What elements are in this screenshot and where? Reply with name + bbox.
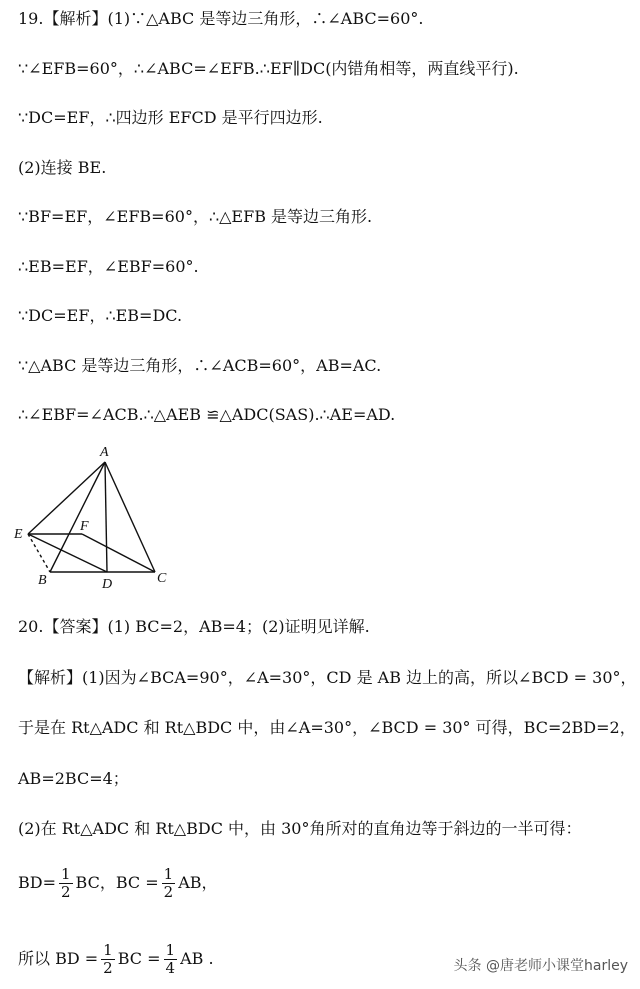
segment-ac — [105, 462, 155, 572]
formula-1: BD= $\frac{1}{2}$ BC，BC = $\frac{1}{2}$ AB， — [18, 865, 218, 901]
line-13: AB=2BC=4； — [18, 769, 129, 788]
line-3: ∵DC=EF，∴四边形 EFCD 是平行四边形. — [18, 108, 323, 127]
formula-2: 所以 BD = $\frac{1}{2}$ BC = $\frac{1}{4}$ AB . — [18, 941, 214, 977]
label-a: A — [100, 445, 109, 460]
label-d: D — [102, 577, 113, 592]
label-e: E — [14, 527, 23, 542]
line-1: 19.【解析】(1)∵△ABC 是等边三角形，∴∠ABC=60°. — [18, 9, 424, 28]
line-9: ∴∠EBF=∠ACB.∴△AEB ≌△ADC(SAS).∴AE=AD. — [18, 405, 396, 424]
segment-ae — [28, 462, 105, 534]
watermark: 头条 @唐老师小课堂harley — [453, 958, 628, 974]
line-6: ∴EB=EF，∠EBF=60°. — [18, 257, 199, 276]
segment-ad — [105, 462, 107, 572]
fraction-one-half: $\frac{1}{2}$ — [163, 865, 174, 901]
label-c: C — [157, 571, 167, 586]
label-f: F — [80, 519, 89, 534]
fraction-one-quarter: $\frac{1}{4}$ — [165, 941, 176, 977]
line-8: ∵△ABC 是等边三角形，∴∠ACB=60°，AB=AC. — [18, 356, 382, 375]
geometry-figure — [10, 442, 180, 592]
line-12: 于是在 Rt△ADC 和 Rt△BDC 中，由∠A=30°，∠BCD = 30° 可得，BC=2BD=2， — [18, 718, 636, 737]
line-14: (2)在 Rt△ADC 和 Rt△BDC 中，由 30°角所对的直角边等于斜边的一半可得： — [18, 819, 582, 838]
line-2: ∵∠EFB=60°，∴∠ABC=∠EFB.∴EF∥DC(内错角相等，两直线平行). — [18, 59, 519, 78]
line-11: 【解析】(1)因为∠BCA=90°，∠A=30°，CD 是 AB 边上的高，所以∠BCD = 30°， — [18, 668, 637, 687]
fraction-one-half: $\frac{1}{2}$ — [103, 941, 113, 977]
line-7: ∵DC=EF，∴EB=DC. — [18, 306, 183, 325]
label-b: B — [38, 573, 47, 588]
line-5: ∵BF=EF，∠EFB=60°，∴△EFB 是等边三角形. — [18, 207, 373, 226]
segment-ab — [50, 462, 105, 572]
line-4: (2)连接 BE. — [18, 158, 107, 177]
line-10: 20.【答案】(1) BC=2，AB=4；(2)证明见详解. — [18, 617, 370, 636]
segment-ed — [28, 534, 107, 572]
fraction-one-half: $\frac{1}{2}$ — [61, 865, 71, 901]
segment-fc — [82, 534, 155, 572]
